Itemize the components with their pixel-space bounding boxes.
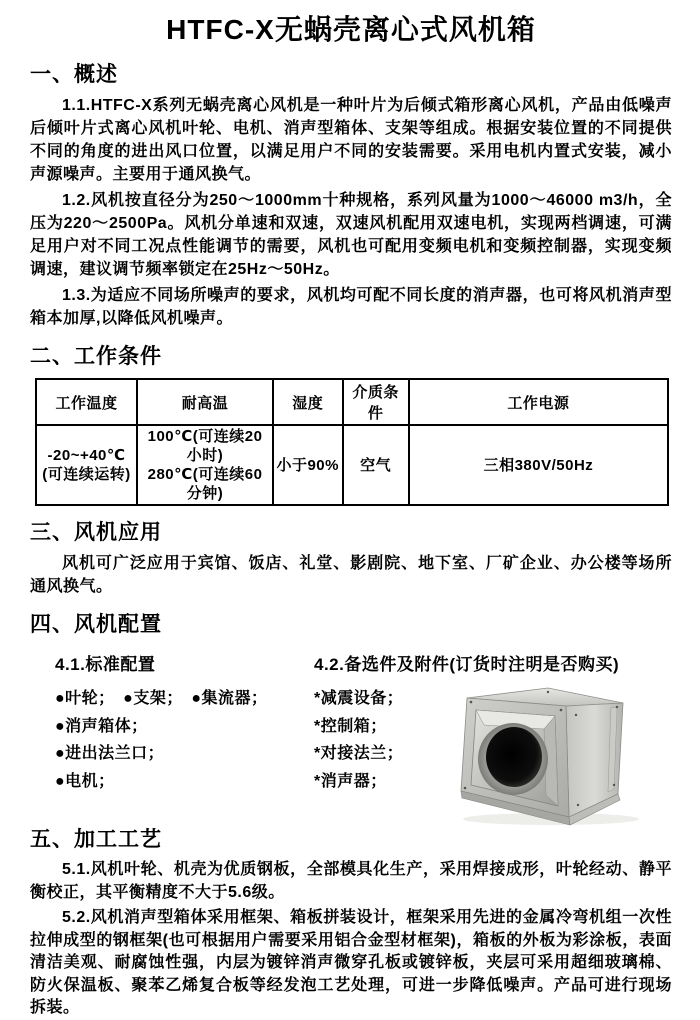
screw [616, 706, 618, 708]
fan-box-product-photo [451, 685, 651, 827]
list-item: *消声器； [314, 772, 387, 790]
cell-medium: 空气 [343, 425, 409, 505]
subheading-optional-config: 4.2.备选件及附件(订货时注明是否购买) [314, 655, 620, 674]
col-header-work-temp: 工作温度 [36, 379, 137, 425]
section-heading-working-conditions: 二、工作条件 [30, 345, 162, 368]
heat-line2: 280℃(可连续60分钟) [147, 466, 263, 502]
overview-paragraph-1-3: 1.3.为适应不同场所噪声的要求，风机均可配不同长度的消声器，也可将风机消声型箱本加厚,以降低风机噪声。 [30, 287, 672, 327]
col-header-medium: 介质条件 [343, 379, 409, 425]
list-item: ●叶轮； ●支架； ●集流器； [55, 690, 268, 707]
cell-humidity: 小于90% [273, 425, 343, 505]
work-temp-line1: -20~+40℃ [47, 447, 126, 464]
cell-heat-resistance [137, 425, 273, 505]
page-title: HTFC-X无蜗壳离心式风机箱 [166, 14, 536, 45]
screw [464, 787, 467, 790]
screw [547, 691, 549, 693]
screw [470, 701, 473, 704]
list-item: ●电机； [55, 772, 115, 790]
subheading-standard-config: 4.1.标准配置 [55, 655, 156, 674]
working-conditions-table [35, 378, 669, 506]
inlet-hole [486, 727, 542, 787]
list-item: ●消声箱体； [55, 717, 148, 735]
process-paragraph-5-2: 5.2.风机消声型箱体采用框架、箱板拼装设计，框架采用先进的金属冷弯机组一次性拉伸成型的钢框架(也可根据用户需要采用铝合金型材框架)，箱板的外板为彩涂板，表面清洁美观、耐腐蚀性强，内层为镀锌消声微穿孔板或镀锌板，夹层可采用超细玻璃棉、防火保温板、聚苯乙烯复合板等经发泡工艺处理，可进一步降低噪声。产品可进行现场拆装。 [30, 909, 672, 1016]
list-item: *控制箱； [314, 717, 387, 735]
application-paragraph: 风机可广泛应用于宾馆、饭店、礼堂、影剧院、地下室、厂矿企业、办公楼等场所通风换气。 [30, 555, 672, 595]
section-heading-configuration: 四、风机配置 [30, 613, 162, 636]
list-item: *对接法兰； [314, 745, 404, 762]
screw [575, 714, 577, 716]
overview-paragraph-1-2: 1.2.风机按直径分为250～1000mm十种规格，系列风量为1000～46000 m3/h，全压为220～2500Pa。风机分单速和双速，双速风机配用双速电机，实现两档调速，可满足用户对不同工况点性能调节的需要，风机也可配用变频电机和变频控制器，实现变频调速，建议调节频率锁定在25Hz～50Hz。 [30, 192, 672, 278]
table-data-row [36, 425, 668, 505]
standard-config-column [30, 644, 312, 795]
standard-config-list [55, 685, 312, 795]
screw [613, 784, 615, 786]
section-heading-overview: 一、概述 [30, 63, 118, 86]
heat-line1: 100℃(可连续20小时) [147, 428, 263, 464]
table-header-row [36, 379, 668, 425]
work-temp-line2: (可连续运转) [42, 466, 131, 483]
screw [560, 709, 563, 712]
section-heading-process: 五、加工工艺 [30, 828, 162, 851]
cell-work-temp [36, 425, 137, 505]
screw [577, 804, 579, 806]
section-heading-application: 三、风机应用 [30, 521, 162, 544]
col-header-power: 工作电源 [409, 379, 668, 425]
col-header-heat-resistance: 耐高温 [137, 379, 273, 425]
col-header-humidity: 湿度 [273, 379, 343, 425]
cell-power: 三相380V/50Hz [409, 425, 668, 505]
configuration-block [30, 644, 672, 795]
list-item: ●进出法兰口； [55, 745, 165, 762]
list-item: *减震设备； [314, 690, 404, 707]
overview-paragraph-1-1: 1.1.HTFC-X系列无蜗壳离心风机是一种叶片为后倾式箱形离心风机，产品由低噪声后倾叶片式离心风机叶轮、电机、消声型箱体、支架等组成。根据安装位置的不同提供不同的角度的进出风口位置，以满足用户不同的安装需要。采用电机内置式安装，减小声源噪声。主要用于通风换气。 [30, 97, 672, 183]
process-paragraph-5-1: 5.1.风机叶轮、机壳为优质钢板，全部模具化生产，采用焊接成形，叶轮经动、静平衡校正，其平衡精度不大于5.6级。 [30, 861, 672, 901]
